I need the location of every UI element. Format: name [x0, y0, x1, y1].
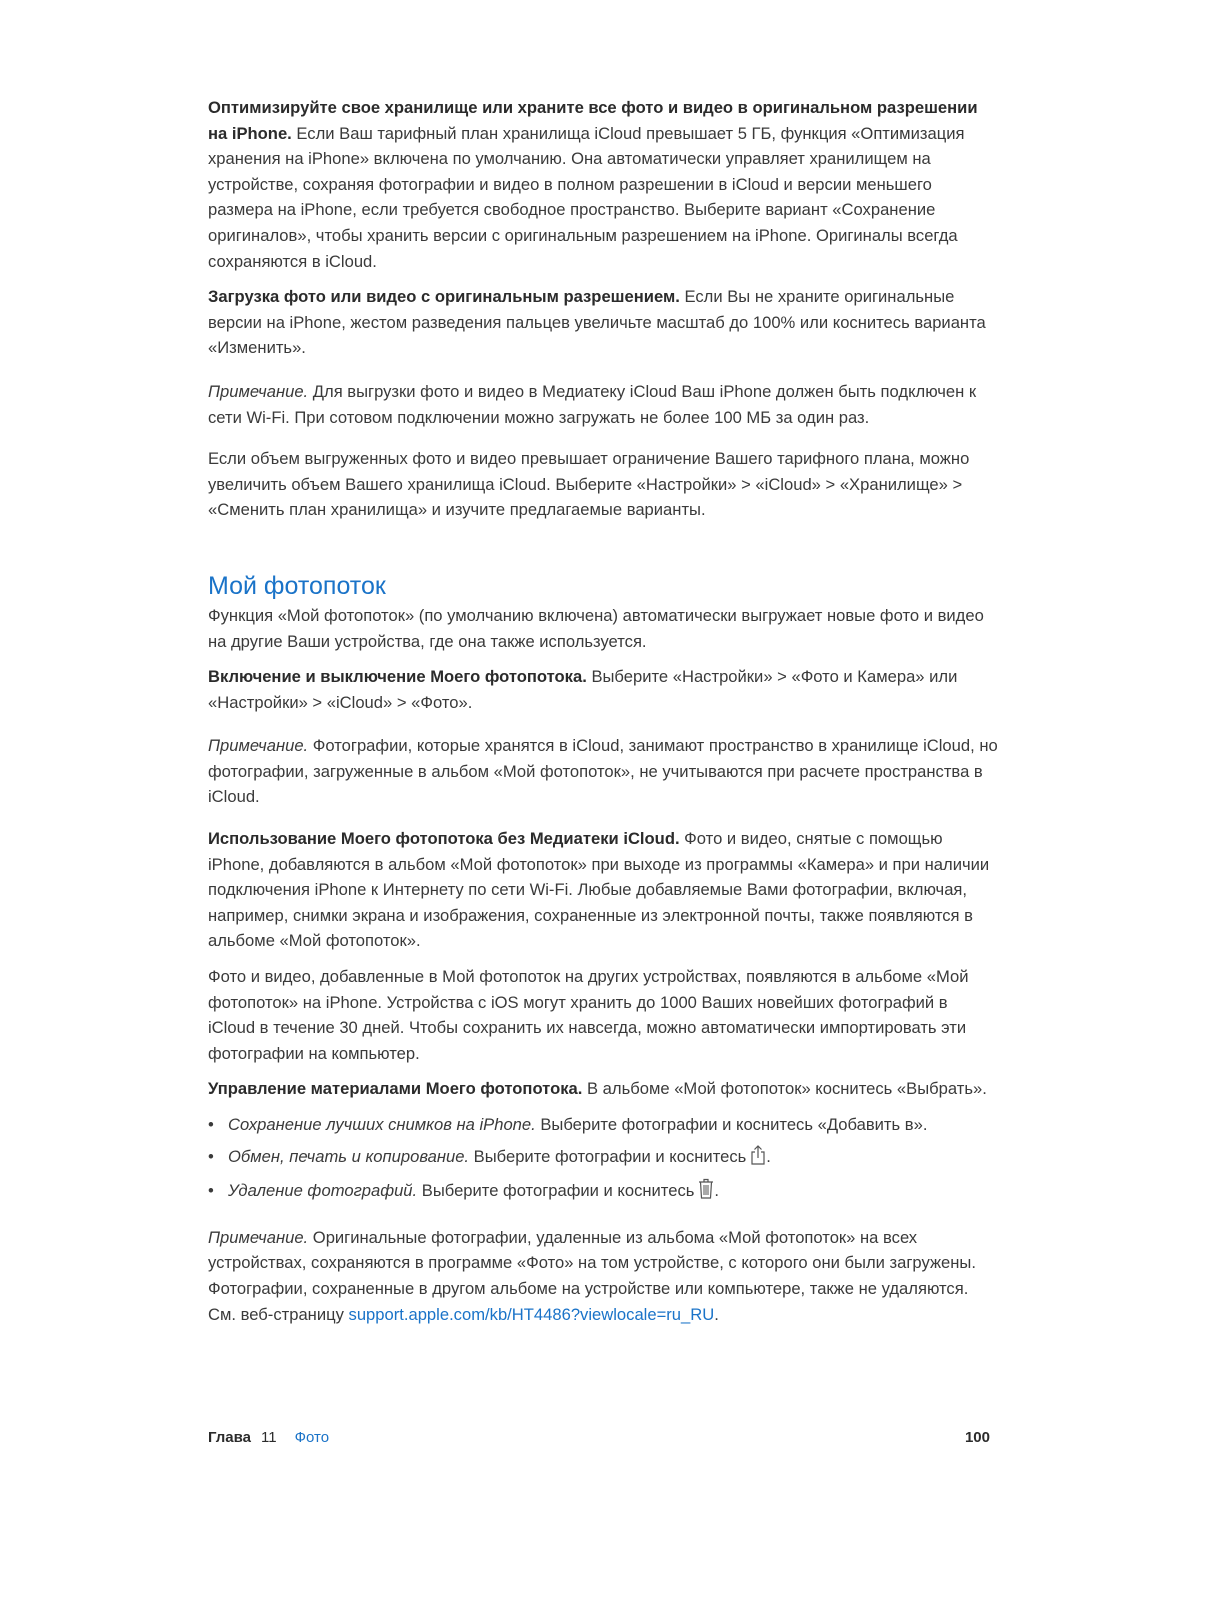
paragraph-heading: Использование Моего фотопотока без Медиатеки iCloud. — [208, 829, 680, 849]
chapter-title-link[interactable]: Фото — [294, 1429, 330, 1446]
list-item-text: Выберите фотографии и коснитесь «Добавить в». — [535, 1115, 928, 1134]
page-number: 100 — [964, 1429, 990, 1446]
paragraph-body: Фото и видео, снятые с помощью iPhone, добавляются в альбом «Мой фотопоток» при выходе из программы «Камера» и при наличии подключения iPhone к Интернету по сети Wi-Fi. Любые добавляемые Вами фотографии, включая, например, снимки экрана и изображения, сохраненные из электронной почты, также появляются в альбоме «Мой фотопоток». — [208, 829, 990, 951]
share-icon — [750, 1145, 766, 1173]
paragraph-body: Если объем выгруженных фото и видео превышает ограничение Вашего тарифного плана, можно увеличить объем Вашего хранилища iCloud. Выберите «Настройки» > «iCloud» > «Хранилище» > «Сменить план хранилища» и изучите предлагаемые варианты. — [208, 449, 970, 520]
paragraph-body: В альбоме «Мой фотопоток» коснитесь «Выбрать». — [582, 1079, 987, 1099]
paragraph-intro — [208, 603, 998, 654]
note-body: Для выгрузки фото и видео в Медиатеку iCloud Ваш iPhone должен быть подключен к сети Wi-Fi. При сотовом подключении можно загружать не более 100 МБ за один раз. — [208, 381, 977, 427]
paragraph-heading: Управление материалами Моего фотопотока. — [208, 1079, 583, 1099]
list-item-label: Сохранение лучших снимков на iPhone. — [228, 1115, 536, 1134]
period: . — [766, 1146, 771, 1166]
note-icloud-space — [208, 733, 998, 810]
bullet-list — [208, 1112, 998, 1207]
paragraph-heading: Загрузка фото или видео с оригинальным разрешением. — [208, 287, 680, 307]
list-item — [208, 1112, 998, 1138]
paragraph-manage-content — [208, 1076, 998, 1102]
page-footer — [208, 1428, 990, 1448]
paragraph-body: Выберите «Настройки» > «Фото и Камера» или «Настройки» > «iCloud» > «Фото». — [208, 667, 958, 712]
note-body: Оригинальные фотографии, удаленные из альбома «Мой фотопоток» на всех устройствах, сохраняются в программе «Фото» на том устройстве, с которого они были загружены. Фотографии, сохраненные в другом альбоме на устройстве или компьютере, также не удаляются. См. веб-страницу — [208, 1227, 976, 1324]
paragraph-without-library — [208, 826, 998, 954]
list-item — [208, 1178, 998, 1207]
paragraph-optimize-storage — [208, 95, 998, 274]
note-original-photos — [208, 1225, 998, 1327]
bullet-dot: • — [208, 1115, 214, 1134]
period: . — [714, 1304, 719, 1324]
paragraph-download-original — [208, 284, 998, 361]
list-item-label: Обмен, печать и копирование. — [228, 1146, 470, 1166]
note-body: Фотографии, которые хранятся в iCloud, занимают пространство в хранилище iCloud, но фотографии, загруженные в альбом «Мой фотопоток», не учитываются при расчете пространства в iCloud. — [208, 736, 998, 807]
note-label: Примечание. — [208, 736, 309, 756]
note-label: Примечание. — [208, 1227, 309, 1247]
list-item-label: Удаление фотографий. — [228, 1181, 418, 1201]
paragraph-body: Если Вы не храните оригинальные версии на iPhone, жестом разведения пальцев увеличьте масштаб до 100% или коснитесь варианта «Изменить». — [208, 287, 986, 358]
chapter-number: 11 — [261, 1429, 277, 1446]
note-wifi — [208, 379, 998, 430]
paragraph-heading: Включение и выключение Моего фотопотока. — [208, 667, 587, 687]
bullet-dot: • — [208, 1146, 214, 1166]
note-label: Примечание. — [208, 381, 309, 401]
paragraph-body: Фото и видео, добавленные в Мой фотопоток на других устройствах, появляются в альбоме «Мой фотопоток» на iPhone. Устройства с iOS могут хранить до 1000 Ваших новейших фотографий в iCloud в течение 30 дней. Чтобы сохранить их навсегда, можно автоматически импортировать эти фотографии на компьютер. — [208, 967, 969, 1063]
list-item — [208, 1144, 998, 1173]
paragraph-other-devices — [208, 964, 998, 1066]
chapter-label: Глава — [208, 1429, 251, 1446]
period: . — [714, 1181, 720, 1201]
page-content — [208, 95, 998, 1343]
paragraph-body: Функция «Мой фотопоток» (по умолчанию включена) автоматически выгружает новые фото и видео на другие Ваши устройства, где она также используется. — [208, 605, 984, 651]
trash-icon — [698, 1178, 714, 1207]
paragraph-toggle-photostream — [208, 664, 998, 715]
paragraph-body: Если Ваш тарифный план хранилища iCloud превышает 5 ГБ, функция «Оптимизация хранения на iPhone» включена по умолчанию. Она автоматически управляет хранилищем на устройстве, сохраняя фотографии и видео в полном разрешении в iCloud и версии меньшего размера на iPhone, если требуется свободное пространство. Выберите вариант «Сохранение оригиналов», чтобы хранить версии с оригинальным разрешением на iPhone. Оригиналы всегда сохраняются в iCloud. — [208, 123, 965, 271]
list-item-text: Выберите фотографии и коснитесь — [469, 1146, 747, 1166]
section-title: Мой фотопоток — [208, 571, 386, 600]
bullet-dot: • — [208, 1181, 214, 1201]
support-link[interactable]: support.apple.com/kb/HT4486?viewlocale=ru_RU — [348, 1304, 715, 1324]
paragraph-storage-plan — [208, 446, 998, 523]
list-item-text: Выберите фотографии и коснитесь — [417, 1181, 695, 1201]
paragraph-heading: Оптимизируйте свое хранилище или храните все фото и видео в оригинальном разрешении на iPhone. — [208, 98, 978, 143]
